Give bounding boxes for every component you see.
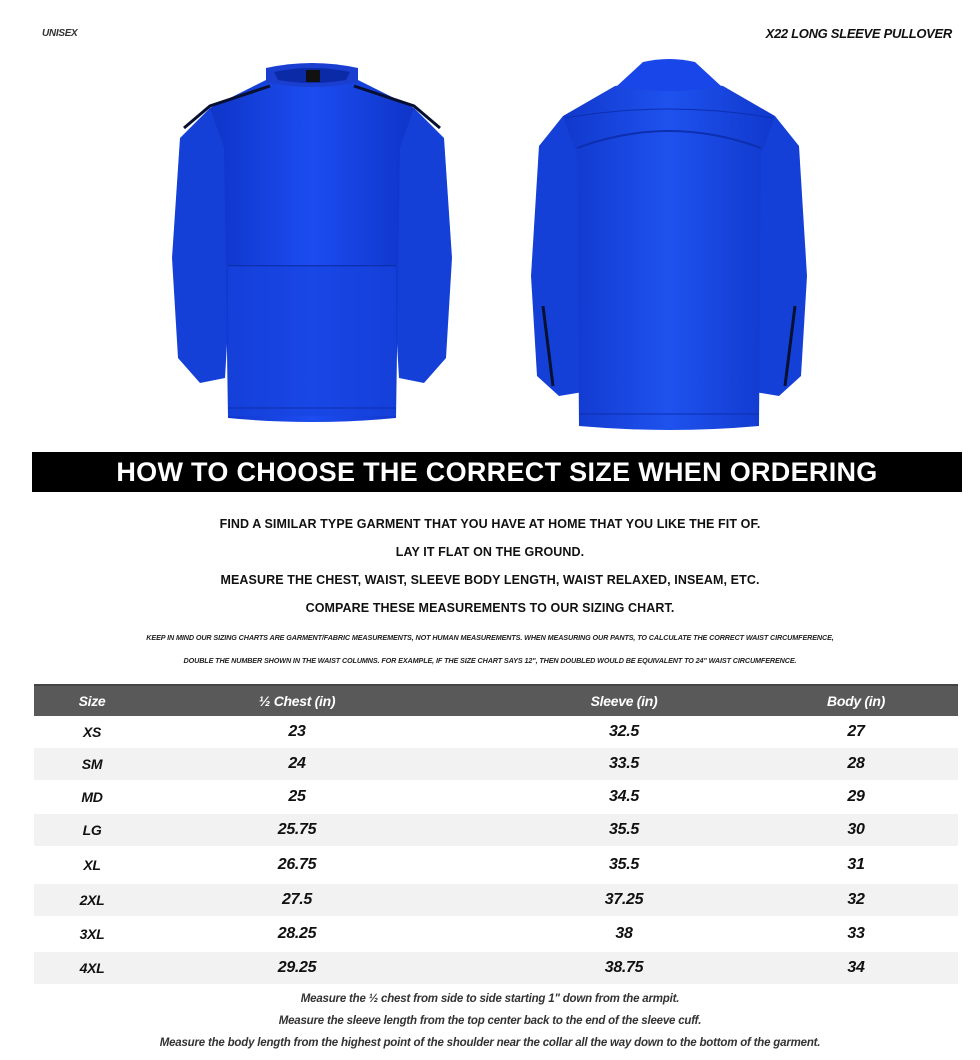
instruction-line: LAY IT FLAT ON THE GROUND.	[395, 545, 585, 559]
size-chart-table	[34, 684, 958, 984]
table-header-row	[34, 684, 958, 716]
product-title: X22 LONG SLEEVE PULLOVER	[765, 26, 952, 41]
cell-body: 27	[847, 723, 865, 740]
column-header-sleeve: Sleeve (in)	[590, 693, 658, 709]
product-image-front	[170, 58, 454, 426]
cell-size: 4XL	[79, 960, 105, 976]
cell-body: 32	[847, 891, 865, 908]
table-row	[34, 780, 958, 814]
cell-chest: 24	[288, 755, 306, 772]
cell-body: 31	[847, 856, 865, 873]
instruction-line: COMPARE THESE MEASUREMENTS TO OUR SIZING CHART.	[305, 601, 675, 615]
cell-chest: 23	[288, 723, 306, 740]
cell-sleeve: 34.5	[609, 788, 639, 805]
fit-note-line-1: KEEP IN MIND OUR SIZING CHARTS ARE GARMENT/FABRIC MEASUREMENTS, NOT HUMAN MEASUREMENTS. WHEN MEASURING OUR PANTS, TO CALCULATE THE CORRECT WAIST CIRCUMFERENCE,	[146, 633, 834, 642]
instructions-list	[0, 514, 980, 626]
table-row	[34, 748, 958, 780]
cell-body: 33	[847, 925, 865, 942]
table-row	[34, 952, 958, 984]
cell-chest: 28.25	[277, 925, 317, 942]
cell-size: MD	[81, 789, 103, 805]
cell-body: 30	[847, 821, 865, 838]
cell-body: 28	[847, 755, 865, 772]
cell-size: LG	[82, 822, 102, 838]
instruction-line: FIND A SIMILAR TYPE GARMENT THAT YOU HAVE AT HOME THAT YOU LIKE THE FIT OF.	[219, 517, 761, 531]
cell-sleeve: 32.5	[609, 723, 639, 740]
guide-sleeve: Measure the sleeve length from the top center back to the end of the sleeve cuff.	[278, 1015, 702, 1027]
guide-chest: Measure the ½ chest from side to side starting 1" down from the armpit.	[300, 993, 680, 1005]
product-image-back	[525, 56, 813, 436]
table-body	[34, 716, 958, 984]
table-row	[34, 916, 958, 952]
table-row	[34, 814, 958, 846]
pullover-back-illustration	[525, 56, 813, 436]
guide-body: Measure the body length from the highest point of the shoulder near the collar all the way down to the bottom of the garment.	[159, 1037, 821, 1049]
cell-size: 3XL	[79, 926, 105, 942]
cell-sleeve: 35.5	[609, 856, 639, 873]
cell-sleeve: 37.25	[604, 891, 644, 908]
cell-chest: 26.75	[277, 856, 317, 873]
pullover-front-illustration	[170, 58, 454, 426]
column-header-chest: ½ Chest (in)	[258, 693, 336, 709]
cell-body: 29	[847, 788, 865, 805]
column-header-body: Body (in)	[827, 693, 885, 709]
cell-body: 34	[847, 959, 865, 976]
cell-sleeve: 35.5	[609, 821, 639, 838]
column-header-size: Size	[78, 693, 106, 709]
size-guide-banner	[32, 452, 962, 492]
cell-chest: 25.75	[277, 821, 317, 838]
cell-size: XL	[83, 857, 101, 873]
fit-note-line-2: DOUBLE THE NUMBER SHOWN IN THE WAIST COLUMNS. FOR EXAMPLE, IF THE SIZE CHART SAYS 12", THEN DOUBLED WOULD BE EQUIVALENT TO 24" WAIST CIRCUMFERENCE.	[183, 656, 797, 665]
cell-chest: 27.5	[282, 891, 312, 908]
table-row	[34, 716, 958, 748]
cell-sleeve: 38.75	[604, 959, 644, 976]
cell-chest: 25	[288, 788, 306, 805]
banner-title: HOW TO CHOOSE THE CORRECT SIZE WHEN ORDERING	[116, 456, 878, 487]
table-row	[34, 884, 958, 916]
cell-sleeve: 38	[615, 925, 633, 942]
cell-size: XS	[82, 724, 102, 740]
cell-size: SM	[81, 756, 103, 772]
cell-chest: 29.25	[277, 959, 317, 976]
gender-label: UNISEX	[42, 28, 78, 39]
table-row	[34, 846, 958, 884]
cell-size: 2XL	[79, 892, 105, 908]
instruction-line: MEASURE THE CHEST, WAIST, SLEEVE BODY LENGTH, WAIST RELAXED, INSEAM, ETC.	[220, 573, 760, 587]
cell-sleeve: 33.5	[609, 755, 639, 772]
measurement-guide	[0, 990, 980, 1056]
